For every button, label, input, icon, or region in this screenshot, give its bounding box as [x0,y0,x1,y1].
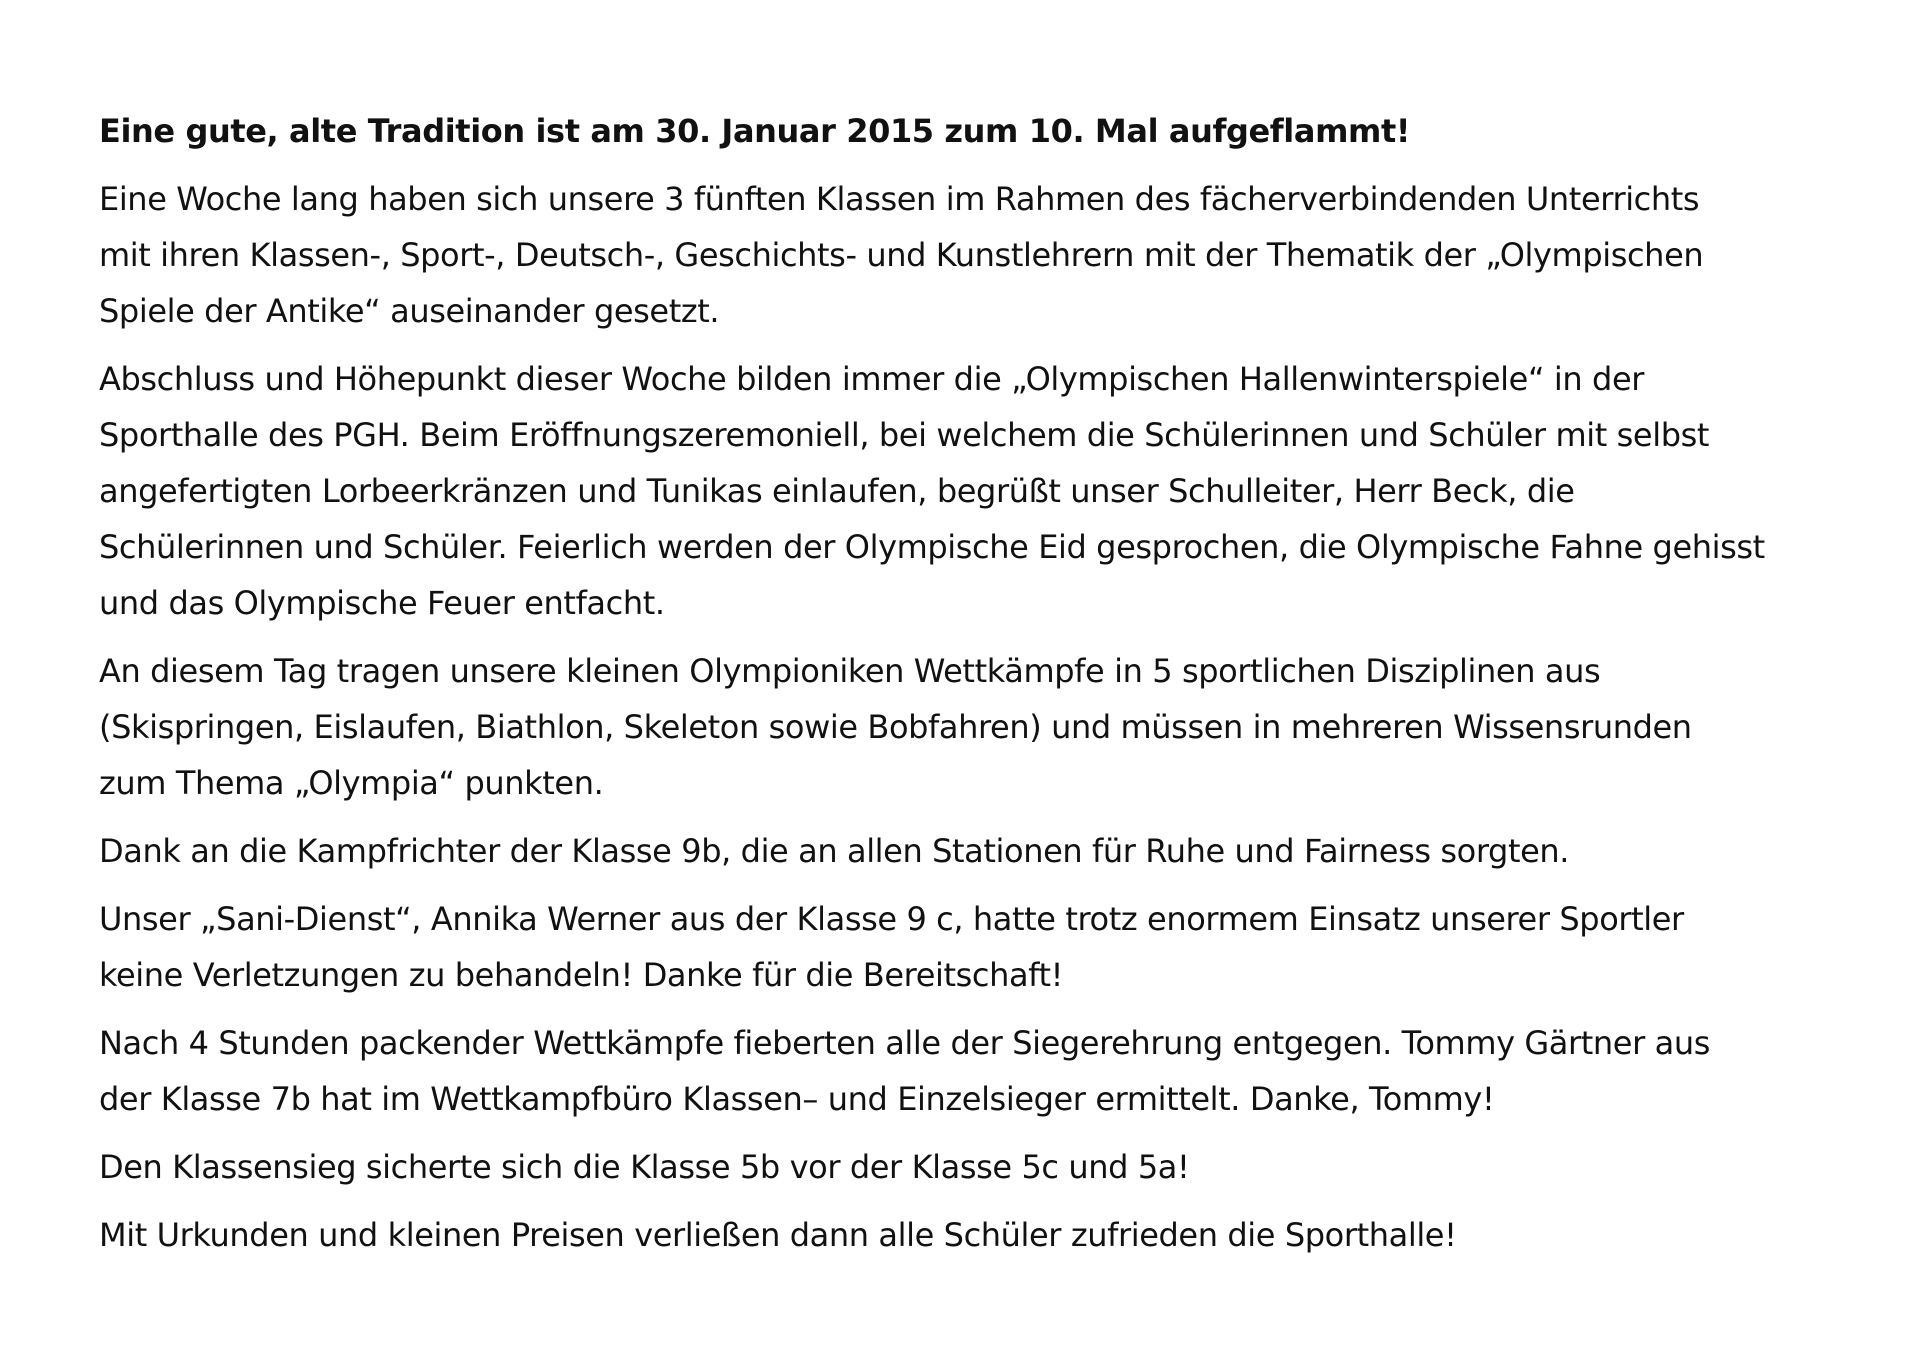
text-line: Den Klassensieg sicherte sich die Klasse 5b vor der Klasse 5c und 5a! [99,1148,1190,1186]
text-line: Unser „Sani-Dienst“, Annika Werner aus der Klasse 9 c, hatte trotz enormem Einsatz unserer Sportler [99,900,1684,938]
text-line: zum Thema „Olympia“ punkten. [99,764,604,802]
text-line: der Klasse 7b hat im Wettkampfbüro Klassen– und Einzelsieger ermittelt. Danke, Tommy! [99,1080,1495,1118]
document-body [99,103,1899,1275]
paragraph-3 [99,643,1899,811]
text-line: Abschluss und Höhepunkt dieser Woche bilden immer die „Olympischen Hallenwinterspiele“ in der [99,360,1644,398]
text-line: Sporthalle des PGH. Beim Eröffnungszeremoniell, bei welchem die Schülerinnen und Schüler mit selbst [99,416,1710,454]
paragraph-5 [99,891,1899,1003]
text-line: Schülerinnen und Schüler. Feierlich werden der Olympische Eid gesprochen, die Olympische Fahne gehisst [99,528,1765,566]
paragraph-2 [99,351,1899,631]
text-line: Dank an die Kampfrichter der Klasse 9b, die an allen Stationen für Ruhe und Fairness sorgten. [99,832,1570,870]
paragraph-4 [99,823,1899,879]
paragraph-7 [99,1139,1899,1195]
paragraph-1 [99,171,1899,339]
text-line: Spiele der Antike“ auseinander gesetzt. [99,292,720,330]
paragraph-8 [99,1207,1899,1263]
text-line: Mit Urkunden und kleinen Preisen verließen dann alle Schüler zufrieden die Sporthalle! [99,1216,1457,1254]
text-line: angefertigten Lorbeerkränzen und Tunikas einlaufen, begrüßt unser Schulleiter, Herr Beck, die [99,472,1575,510]
text-line: keine Verletzungen zu behandeln! Danke für die Bereitschaft! [99,956,1064,994]
text-line: An diesem Tag tragen unsere kleinen Olympioniken Wettkämpfe in 5 sportlichen Disziplinen aus [99,652,1601,690]
text-line: und das Olympische Feuer entfacht. [99,584,665,622]
text-line: Nach 4 Stunden packender Wettkämpfe fieberten alle der Siegerehrung entgegen. Tommy Gärtner aus [99,1024,1710,1062]
text-line: mit ihren Klassen-, Sport-, Deutsch-, Geschichts- und Kunstlehrern mit der Thematik der „Olympischen [99,236,1704,274]
text-line: (Skispringen, Eislaufen, Biathlon, Skeleton sowie Bobfahren) und müssen in mehreren Wissensrunden [99,708,1692,746]
text-line: Eine Woche lang haben sich unsere 3 fünften Klassen im Rahmen des fächerverbindenden Unterrichts [99,180,1700,218]
paragraph-6 [99,1015,1899,1127]
headline: Eine gute, alte Tradition ist am 30. Januar 2015 zum 10. Mal aufgeflammt! [99,112,1411,150]
